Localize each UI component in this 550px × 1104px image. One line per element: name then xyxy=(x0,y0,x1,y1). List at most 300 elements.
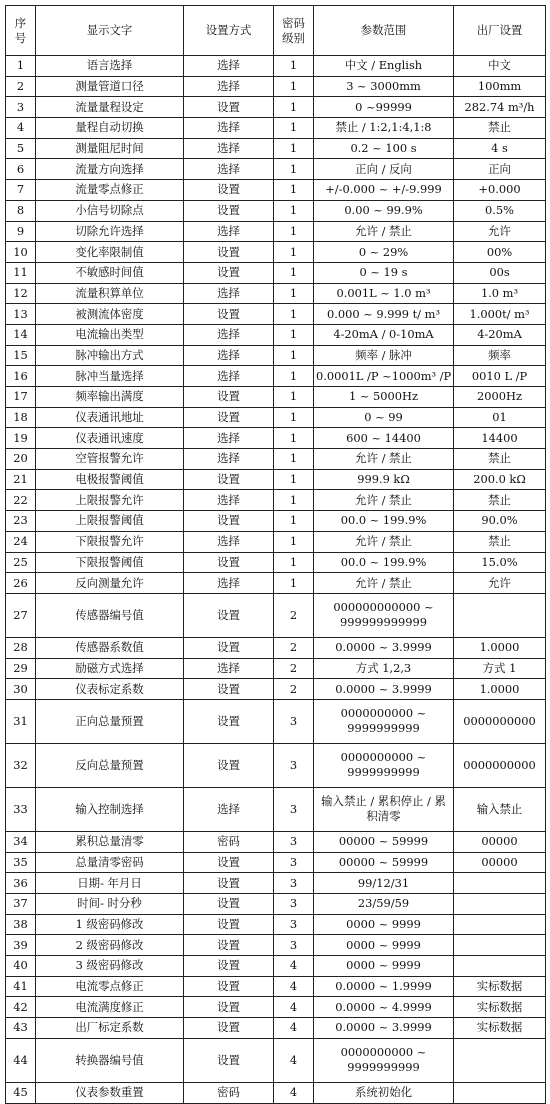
cell-password-level: 4 xyxy=(274,1038,314,1082)
cell-setting-mode: 设置 xyxy=(184,262,274,283)
cell-setting-mode: 设置 xyxy=(184,976,274,997)
table-row xyxy=(6,180,546,201)
cell-display-text: 1 级密码修改 xyxy=(36,914,184,935)
cell-seq: 16 xyxy=(6,366,36,387)
cell-seq: 23 xyxy=(6,511,36,532)
cell-factory-default: 200.0 kΩ xyxy=(454,469,546,490)
header-seq: 序 号 xyxy=(6,6,36,56)
cell-password-level: 1 xyxy=(274,469,314,490)
cell-param-range: 0.0000 ~ 4.9999 xyxy=(314,997,454,1018)
table-row xyxy=(6,324,546,345)
cell-param-range: 0000 ~ 9999 xyxy=(314,956,454,977)
cell-param-range: 0 ~ 29% xyxy=(314,242,454,263)
cell-display-text: 日期- 年月日 xyxy=(36,873,184,894)
cell-password-level: 4 xyxy=(274,1082,314,1103)
cell-password-level: 2 xyxy=(274,593,314,637)
cell-factory-default: 实标数据 xyxy=(454,997,546,1018)
table-row xyxy=(6,449,546,470)
cell-display-text: 上限报警允许 xyxy=(36,490,184,511)
cell-password-level: 1 xyxy=(274,345,314,366)
cell-param-range: 允许 / 禁止 xyxy=(314,490,454,511)
table-row xyxy=(6,852,546,873)
cell-factory-default: 1.000t/ m³ xyxy=(454,304,546,325)
cell-setting-mode: 设置 xyxy=(184,743,274,787)
cell-factory-default xyxy=(454,593,546,637)
cell-password-level: 1 xyxy=(274,118,314,139)
cell-display-text: 传感器编号值 xyxy=(36,593,184,637)
cell-factory-default: +0.000 xyxy=(454,180,546,201)
cell-setting-mode: 设置 xyxy=(184,200,274,221)
cell-password-level: 2 xyxy=(274,637,314,658)
table-row xyxy=(6,787,546,831)
table-row xyxy=(6,200,546,221)
cell-setting-mode: 选择 xyxy=(184,531,274,552)
cell-param-range: 0000 ~ 9999 xyxy=(314,914,454,935)
cell-password-level: 1 xyxy=(274,262,314,283)
cell-password-level: 1 xyxy=(274,138,314,159)
cell-factory-default: 实标数据 xyxy=(454,1018,546,1039)
cell-display-text: 流量积算单位 xyxy=(36,283,184,304)
table-row xyxy=(6,831,546,852)
cell-seq: 8 xyxy=(6,200,36,221)
cell-param-range: 0.000 ~ 9.999 t/ m³ xyxy=(314,304,454,325)
cell-seq: 1 xyxy=(6,56,36,77)
cell-setting-mode: 选择 xyxy=(184,573,274,594)
cell-setting-mode: 选择 xyxy=(184,56,274,77)
cell-seq: 15 xyxy=(6,345,36,366)
cell-seq: 7 xyxy=(6,180,36,201)
table-row xyxy=(6,1038,546,1082)
cell-display-text: 下限报警允许 xyxy=(36,531,184,552)
cell-display-text: 传感器系数值 xyxy=(36,637,184,658)
cell-setting-mode: 设置 xyxy=(184,242,274,263)
cell-display-text: 仪表通讯地址 xyxy=(36,407,184,428)
cell-seq: 41 xyxy=(6,976,36,997)
cell-setting-mode: 设置 xyxy=(184,180,274,201)
table-row xyxy=(6,935,546,956)
cell-setting-mode: 设置 xyxy=(184,407,274,428)
cell-seq: 4 xyxy=(6,118,36,139)
table-row xyxy=(6,637,546,658)
cell-param-range: 允许 / 禁止 xyxy=(314,531,454,552)
cell-password-level: 3 xyxy=(274,787,314,831)
cell-seq: 26 xyxy=(6,573,36,594)
cell-setting-mode: 密码 xyxy=(184,1082,274,1103)
cell-seq: 19 xyxy=(6,428,36,449)
cell-seq: 9 xyxy=(6,221,36,242)
cell-display-text: 变化率限制值 xyxy=(36,242,184,263)
header-factory-default: 出厂设置 xyxy=(454,6,546,56)
cell-param-range: 频率 / 脉冲 xyxy=(314,345,454,366)
cell-display-text: 空管报警允许 xyxy=(36,449,184,470)
cell-factory-default: 15.0% xyxy=(454,552,546,573)
cell-param-range: 允许 / 禁止 xyxy=(314,449,454,470)
cell-param-range: 允许 / 禁止 xyxy=(314,573,454,594)
cell-factory-default: 正向 xyxy=(454,159,546,180)
table-row xyxy=(6,552,546,573)
table-row xyxy=(6,138,546,159)
cell-setting-mode: 选择 xyxy=(184,118,274,139)
table-row xyxy=(6,873,546,894)
cell-display-text: 流量零点修正 xyxy=(36,180,184,201)
cell-factory-default: 1.0000 xyxy=(454,679,546,700)
cell-setting-mode: 选择 xyxy=(184,159,274,180)
cell-setting-mode: 设置 xyxy=(184,1038,274,1082)
cell-display-text: 2 级密码修改 xyxy=(36,935,184,956)
cell-factory-default: 禁止 xyxy=(454,531,546,552)
cell-password-level: 4 xyxy=(274,956,314,977)
cell-param-range: 0.0000 ~ 3.9999 xyxy=(314,1018,454,1039)
cell-display-text: 上限报警阈值 xyxy=(36,511,184,532)
cell-factory-default: 实标数据 xyxy=(454,976,546,997)
cell-display-text: 累积总量清零 xyxy=(36,831,184,852)
cell-seq: 3 xyxy=(6,97,36,118)
cell-setting-mode: 设置 xyxy=(184,97,274,118)
cell-display-text: 频率输出满度 xyxy=(36,387,184,408)
cell-factory-default: 00% xyxy=(454,242,546,263)
cell-seq: 44 xyxy=(6,1038,36,1082)
cell-factory-default: 禁止 xyxy=(454,490,546,511)
cell-password-level: 1 xyxy=(274,428,314,449)
cell-setting-mode: 设置 xyxy=(184,997,274,1018)
cell-seq: 17 xyxy=(6,387,36,408)
cell-param-range: 00.0 ~ 199.9% xyxy=(314,511,454,532)
cell-factory-default: 90.0% xyxy=(454,511,546,532)
cell-display-text: 励磁方式选择 xyxy=(36,658,184,679)
cell-password-level: 2 xyxy=(274,658,314,679)
cell-password-level: 1 xyxy=(274,387,314,408)
cell-param-range: 0.00 ~ 99.9% xyxy=(314,200,454,221)
cell-password-level: 3 xyxy=(274,699,314,743)
cell-setting-mode: 设置 xyxy=(184,304,274,325)
cell-param-range: +/-0.000 ~ +/-9.999 xyxy=(314,180,454,201)
table-row xyxy=(6,428,546,449)
cell-factory-default: 0000000000 xyxy=(454,743,546,787)
cell-param-range: 99/12/31 xyxy=(314,873,454,894)
cell-setting-mode: 设置 xyxy=(184,699,274,743)
cell-factory-default: 4-20mA xyxy=(454,324,546,345)
cell-factory-default xyxy=(454,894,546,915)
cell-password-level: 3 xyxy=(274,914,314,935)
cell-setting-mode: 设置 xyxy=(184,852,274,873)
table-row xyxy=(6,469,546,490)
cell-password-level: 1 xyxy=(274,200,314,221)
cell-setting-mode: 选择 xyxy=(184,490,274,511)
cell-password-level: 1 xyxy=(274,76,314,97)
table-body xyxy=(6,56,546,1104)
cell-password-level: 1 xyxy=(274,159,314,180)
cell-password-level: 1 xyxy=(274,449,314,470)
cell-setting-mode: 选择 xyxy=(184,658,274,679)
cell-seq: 45 xyxy=(6,1082,36,1103)
cell-password-level: 1 xyxy=(274,407,314,428)
cell-seq: 14 xyxy=(6,324,36,345)
cell-factory-default: 00000 xyxy=(454,831,546,852)
cell-factory-default: 00000 xyxy=(454,852,546,873)
cell-seq: 24 xyxy=(6,531,36,552)
cell-param-range: 000000000000 ~ 999999999999 xyxy=(314,593,454,637)
cell-display-text: 正向总量预置 xyxy=(36,699,184,743)
table-row xyxy=(6,221,546,242)
cell-factory-default: 100mm xyxy=(454,76,546,97)
header-param-range: 参数范围 xyxy=(314,6,454,56)
cell-seq: 13 xyxy=(6,304,36,325)
cell-setting-mode: 设置 xyxy=(184,873,274,894)
cell-param-range: 允许 / 禁止 xyxy=(314,221,454,242)
cell-param-range: 600 ~ 14400 xyxy=(314,428,454,449)
cell-seq: 31 xyxy=(6,699,36,743)
cell-setting-mode: 设置 xyxy=(184,956,274,977)
cell-factory-default: 4 s xyxy=(454,138,546,159)
cell-setting-mode: 设置 xyxy=(184,469,274,490)
cell-factory-default: 方式 1 xyxy=(454,658,546,679)
cell-setting-mode: 设置 xyxy=(184,935,274,956)
cell-param-range: 正向 / 反向 xyxy=(314,159,454,180)
table-row xyxy=(6,1018,546,1039)
cell-seq: 33 xyxy=(6,787,36,831)
cell-factory-default: 中文 xyxy=(454,56,546,77)
cell-param-range: 999.9 kΩ xyxy=(314,469,454,490)
cell-param-range: 1 ~ 5000Hz xyxy=(314,387,454,408)
header-setting-mode: 设置方式 xyxy=(184,6,274,56)
table-row xyxy=(6,407,546,428)
cell-seq: 42 xyxy=(6,997,36,1018)
cell-setting-mode: 密码 xyxy=(184,831,274,852)
table-row xyxy=(6,387,546,408)
table-row xyxy=(6,511,546,532)
table-row xyxy=(6,345,546,366)
cell-password-level: 1 xyxy=(274,304,314,325)
cell-display-text: 仪表标定系数 xyxy=(36,679,184,700)
cell-password-level: 1 xyxy=(274,283,314,304)
cell-param-range: 0.0000 ~ 1.9999 xyxy=(314,976,454,997)
cell-param-range: 系统初始化 xyxy=(314,1082,454,1103)
cell-param-range: 0.001L ~ 1.0 m³ xyxy=(314,283,454,304)
cell-display-text: 出厂标定系数 xyxy=(36,1018,184,1039)
cell-password-level: 4 xyxy=(274,1018,314,1039)
cell-seq: 34 xyxy=(6,831,36,852)
cell-setting-mode: 选择 xyxy=(184,221,274,242)
cell-seq: 28 xyxy=(6,637,36,658)
cell-display-text: 脉冲当量选择 xyxy=(36,366,184,387)
table-row xyxy=(6,283,546,304)
cell-display-text: 3 级密码修改 xyxy=(36,956,184,977)
cell-display-text: 电极报警阈值 xyxy=(36,469,184,490)
cell-display-text: 时间- 时分秒 xyxy=(36,894,184,915)
cell-factory-default xyxy=(454,1038,546,1082)
cell-display-text: 仪表通讯速度 xyxy=(36,428,184,449)
cell-param-range: 0 ~99999 xyxy=(314,97,454,118)
cell-display-text: 被测流体密度 xyxy=(36,304,184,325)
table-row xyxy=(6,573,546,594)
table-row xyxy=(6,366,546,387)
table-row xyxy=(6,304,546,325)
cell-password-level: 3 xyxy=(274,873,314,894)
cell-seq: 25 xyxy=(6,552,36,573)
cell-display-text: 仪表参数重置 xyxy=(36,1082,184,1103)
cell-seq: 6 xyxy=(6,159,36,180)
cell-factory-default: 允许 xyxy=(454,221,546,242)
cell-factory-default xyxy=(454,1082,546,1103)
table-row xyxy=(6,159,546,180)
cell-param-range: 0.0001L /P ~1000m³ /P xyxy=(314,366,454,387)
table-row xyxy=(6,699,546,743)
cell-password-level: 3 xyxy=(274,743,314,787)
cell-setting-mode: 设置 xyxy=(184,894,274,915)
table-row xyxy=(6,976,546,997)
cell-display-text: 小信号切除点 xyxy=(36,200,184,221)
cell-password-level: 1 xyxy=(274,552,314,573)
cell-seq: 5 xyxy=(6,138,36,159)
cell-setting-mode: 设置 xyxy=(184,387,274,408)
cell-seq: 2 xyxy=(6,76,36,97)
cell-param-range: 输入禁止 / 累积停止 / 累积清零 xyxy=(314,787,454,831)
cell-factory-default xyxy=(454,935,546,956)
cell-display-text: 测量管道口径 xyxy=(36,76,184,97)
cell-setting-mode: 选择 xyxy=(184,345,274,366)
cell-setting-mode: 设置 xyxy=(184,637,274,658)
cell-password-level: 1 xyxy=(274,531,314,552)
cell-param-range: 00.0 ~ 199.9% xyxy=(314,552,454,573)
cell-setting-mode: 设置 xyxy=(184,511,274,532)
cell-setting-mode: 设置 xyxy=(184,1018,274,1039)
cell-factory-default: 282.74 m³/h xyxy=(454,97,546,118)
cell-setting-mode: 选择 xyxy=(184,283,274,304)
cell-setting-mode: 选择 xyxy=(184,787,274,831)
cell-factory-default: 0000000000 xyxy=(454,699,546,743)
cell-setting-mode: 选择 xyxy=(184,428,274,449)
table-row xyxy=(6,262,546,283)
cell-param-range: 0000000000 ~ 9999999999 xyxy=(314,743,454,787)
table-row xyxy=(6,531,546,552)
cell-seq: 35 xyxy=(6,852,36,873)
cell-param-range: 23/59/59 xyxy=(314,894,454,915)
cell-param-range: 0.2 ~ 100 s xyxy=(314,138,454,159)
cell-display-text: 输入控制选择 xyxy=(36,787,184,831)
cell-seq: 40 xyxy=(6,956,36,977)
cell-setting-mode: 设置 xyxy=(184,679,274,700)
table-row xyxy=(6,997,546,1018)
table-row xyxy=(6,490,546,511)
cell-setting-mode: 选择 xyxy=(184,138,274,159)
cell-factory-default: 允许 xyxy=(454,573,546,594)
cell-factory-default: 14400 xyxy=(454,428,546,449)
cell-seq: 30 xyxy=(6,679,36,700)
cell-display-text: 切除允许选择 xyxy=(36,221,184,242)
cell-factory-default: 0.5% xyxy=(454,200,546,221)
cell-password-level: 1 xyxy=(274,180,314,201)
table-row xyxy=(6,76,546,97)
cell-factory-default: 00s xyxy=(454,262,546,283)
cell-seq: 39 xyxy=(6,935,36,956)
cell-param-range: 0.0000 ~ 3.9999 xyxy=(314,679,454,700)
cell-seq: 43 xyxy=(6,1018,36,1039)
cell-param-range: 3 ~ 3000mm xyxy=(314,76,454,97)
cell-factory-default: 禁止 xyxy=(454,118,546,139)
table-row xyxy=(6,914,546,935)
cell-seq: 32 xyxy=(6,743,36,787)
cell-setting-mode: 选择 xyxy=(184,324,274,345)
cell-factory-default xyxy=(454,873,546,894)
cell-factory-default: 1.0000 xyxy=(454,637,546,658)
cell-factory-default xyxy=(454,956,546,977)
cell-display-text: 流量方向选择 xyxy=(36,159,184,180)
cell-password-level: 3 xyxy=(274,894,314,915)
table-row xyxy=(6,743,546,787)
cell-seq: 21 xyxy=(6,469,36,490)
cell-seq: 29 xyxy=(6,658,36,679)
cell-seq: 11 xyxy=(6,262,36,283)
cell-display-text: 不敏感时间值 xyxy=(36,262,184,283)
cell-setting-mode: 选择 xyxy=(184,76,274,97)
cell-display-text: 电流满度修正 xyxy=(36,997,184,1018)
cell-factory-default: 1.0 m³ xyxy=(454,283,546,304)
cell-param-range: 禁止 / 1:2,1:4,1:8 xyxy=(314,118,454,139)
table-row xyxy=(6,56,546,77)
cell-factory-default: 频率 xyxy=(454,345,546,366)
table-row xyxy=(6,1082,546,1103)
cell-password-level: 1 xyxy=(274,490,314,511)
cell-param-range: 0000 ~ 9999 xyxy=(314,935,454,956)
cell-password-level: 1 xyxy=(274,573,314,594)
cell-seq: 27 xyxy=(6,593,36,637)
cell-password-level: 3 xyxy=(274,831,314,852)
cell-factory-default: 0010 L /P xyxy=(454,366,546,387)
cell-display-text: 反向总量预置 xyxy=(36,743,184,787)
cell-password-level: 1 xyxy=(274,511,314,532)
cell-password-level: 3 xyxy=(274,935,314,956)
cell-seq: 36 xyxy=(6,873,36,894)
cell-param-range: 00000 ~ 59999 xyxy=(314,831,454,852)
table-row xyxy=(6,242,546,263)
cell-password-level: 4 xyxy=(274,997,314,1018)
cell-setting-mode: 设置 xyxy=(184,552,274,573)
cell-display-text: 总量清零密码 xyxy=(36,852,184,873)
table-row xyxy=(6,593,546,637)
cell-param-range: 0000000000 ~ 9999999999 xyxy=(314,1038,454,1082)
cell-param-range: 0000000000 ~ 9999999999 xyxy=(314,699,454,743)
cell-display-text: 转换器编号值 xyxy=(36,1038,184,1082)
cell-password-level: 1 xyxy=(274,324,314,345)
cell-password-level: 3 xyxy=(274,852,314,873)
cell-display-text: 流量量程设定 xyxy=(36,97,184,118)
cell-password-level: 2 xyxy=(274,679,314,700)
cell-password-level: 1 xyxy=(274,56,314,77)
cell-password-level: 1 xyxy=(274,97,314,118)
cell-param-range: 中文 / English xyxy=(314,56,454,77)
cell-setting-mode: 选择 xyxy=(184,449,274,470)
cell-factory-default xyxy=(454,914,546,935)
cell-factory-default: 输入禁止 xyxy=(454,787,546,831)
cell-param-range: 0 ~ 99 xyxy=(314,407,454,428)
cell-setting-mode: 设置 xyxy=(184,914,274,935)
cell-display-text: 语言选择 xyxy=(36,56,184,77)
cell-display-text: 反向测量允许 xyxy=(36,573,184,594)
cell-display-text: 脉冲输出方式 xyxy=(36,345,184,366)
cell-display-text: 量程自动切换 xyxy=(36,118,184,139)
cell-seq: 12 xyxy=(6,283,36,304)
cell-seq: 20 xyxy=(6,449,36,470)
table-row xyxy=(6,894,546,915)
cell-password-level: 1 xyxy=(274,366,314,387)
cell-setting-mode: 设置 xyxy=(184,593,274,637)
table-row xyxy=(6,658,546,679)
table-row xyxy=(6,97,546,118)
cell-factory-default: 禁止 xyxy=(454,449,546,470)
cell-param-range: 方式 1,2,3 xyxy=(314,658,454,679)
cell-display-text: 电流输出类型 xyxy=(36,324,184,345)
cell-seq: 18 xyxy=(6,407,36,428)
